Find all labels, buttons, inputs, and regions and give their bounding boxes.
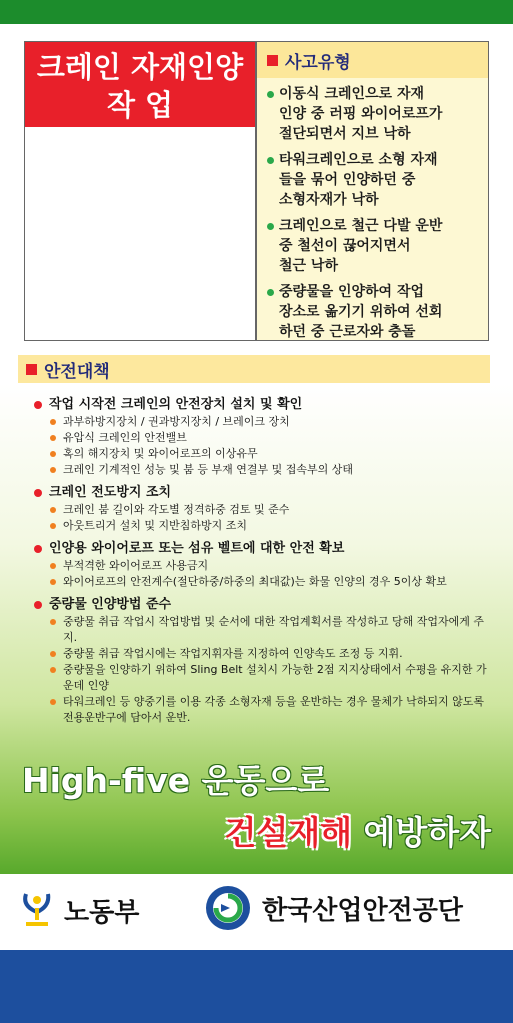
safety-item [50,694,494,726]
safety-group-title [34,596,494,614]
orange-bullet-icon [50,451,56,457]
red-square-icon [26,364,37,375]
safety-item-text: 아웃트리거 설치 및 지반침하방지 조치 [63,519,248,532]
orange-bullet-icon [50,699,56,705]
red-bullet-icon [34,601,42,609]
safety-group-label: 작업 시작전 크레인의 안전장치 설치 및 확인 [49,397,303,412]
accident-item [267,282,480,342]
accident-item [267,216,480,276]
bottom-blue-bar [0,950,513,1023]
safety-item-text: 부적격한 와이어로프 사용금지 [63,559,209,572]
agency-emblem-icon [204,884,252,932]
safety-item-text: 혹의 해지장치 및 와이어로프의 이상유무 [63,447,258,460]
title-panel [24,41,256,341]
green-bullet-icon [267,91,274,98]
red-bullet-icon [34,545,42,553]
safety-item [50,518,494,534]
orange-bullet-icon [50,579,56,585]
safety-heading: 안전대책 [18,355,490,383]
title-line-2: 작 업 [106,88,174,122]
orange-bullet-icon [50,667,56,673]
safety-item [50,574,494,590]
safety-group-title [34,484,494,502]
accident-item-line: 중량물을 인양하여 작업 [279,284,424,300]
accident-item-text [279,216,442,276]
safety-group-label: 중량물 인양방법 준수 [49,597,172,612]
orange-bullet-icon [50,507,56,513]
safety-item-text: 중량물을 인양하기 위하여 Sling Belt 설치시 가능한 2점 지지상태에서 수평을 유지한 가운데 인양 [63,663,487,692]
logo-strip [0,874,513,950]
safety-item [50,662,494,694]
green-bullet-icon [267,289,274,296]
safety-measures-list [34,390,494,726]
safety-item-text: 유압식 크레인의 안전밸브 [63,431,187,444]
safety-item [50,462,494,478]
orange-bullet-icon [50,419,56,425]
accident-item-line: 하던 중 근로자와 충돌 [279,324,416,340]
safety-item-text: 크레인 붐 길이와 각도별 정격하중 검토 및 준수 [63,503,290,516]
accident-item-text [279,150,438,210]
accident-item-line: 타워크레인으로 소형 자재 [279,152,438,168]
slogan-line-2 [224,807,491,854]
safety-item-text: 와이어로프의 안전계수(절단하중/하중의 최대값)는 화물 인양의 경우 5이상 확보 [63,575,447,588]
agency-name: 한국산업안전공단 [262,895,463,926]
accident-item-line: 장소로 옮기기 위하여 선회 [279,304,443,320]
accident-heading: 사고유형 [257,42,488,78]
red-square-icon [267,55,278,66]
accident-item-line: 이동식 크레인으로 자재 [279,86,424,102]
accident-item-line: 들을 묶어 인양하던 중 [279,172,416,188]
safety-group-label: 크레인 전도방지 조치 [49,485,172,500]
top-green-bar [0,0,513,24]
orange-bullet-icon [50,467,56,473]
accident-types-panel [256,41,489,341]
safety-group-title [34,396,494,414]
safety-group-title [34,540,494,558]
agency-logo [204,884,463,932]
safety-item-text: 크레인 기계적인 성능 및 붐 등 부재 연결부 및 접속부의 상태 [63,463,353,476]
title-line-1: 크레인 자재인양 [36,50,244,84]
accident-item-line: 인양 중 러핑 와이어로프가 [279,106,443,122]
safety-item-text: 중량물 취급 작업시 작업방법 및 순서에 대한 작업계획서를 작성하고 당해 작업자에게 주지. [63,615,484,644]
safety-group-label: 인양용 와이어로프 또는 섬유 벨트에 대한 안전 확보 [49,541,345,556]
accident-item-text [279,84,442,144]
orange-bullet-icon [50,619,56,625]
green-bullet-icon [267,157,274,164]
safety-item-text: 중량물 취급 작업시에는 작업지휘자를 지정하여 인양속도 조정 등 지휘. [63,647,403,660]
orange-bullet-icon [50,651,56,657]
slogan-line-1: High-five 운동으로 [22,761,330,800]
safety-item [50,646,494,662]
accident-item [267,150,480,210]
safety-item [50,430,494,446]
accident-list [267,84,480,342]
safety-item-text: 타워크레인 등 양중기를 이용 각종 소형자재 등을 운반하는 경우 물체가 낙하되지 않도록 전용운반구에 담아서 운반. [63,695,484,724]
accident-item-line: 철근 낙하 [279,258,338,274]
title-banner [25,42,255,127]
safety-item [50,502,494,518]
orange-bullet-icon [50,435,56,441]
accident-item [267,84,480,144]
accident-item-line: 소형자재가 낙하 [279,192,379,208]
ministry-logo [20,890,139,930]
ministry-name: 노동부 [64,897,140,928]
green-bullet-icon [267,223,274,230]
safety-item [50,614,494,646]
red-bullet-icon [34,401,42,409]
orange-bullet-icon [50,563,56,569]
red-bullet-icon [34,489,42,497]
accident-item-line: 절단되면서 지브 낙하 [279,126,411,142]
safety-item-text: 과부하방지장치 / 권과방지장치 / 브레이크 장치 [63,415,290,428]
safety-item [50,446,494,462]
accident-item-line: 중 철선이 끊어지면서 [279,238,411,254]
safety-item [50,558,494,574]
safety-item [50,414,494,430]
slogan-highlight: 건설재해 [224,813,352,852]
orange-bullet-icon [50,523,56,529]
accident-item-text [279,282,442,342]
accident-item-line: 크레인으로 철근 다발 운반 [279,218,443,234]
slogan-rest: 예방하자 [351,813,491,852]
ministry-emblem-icon [20,890,54,930]
